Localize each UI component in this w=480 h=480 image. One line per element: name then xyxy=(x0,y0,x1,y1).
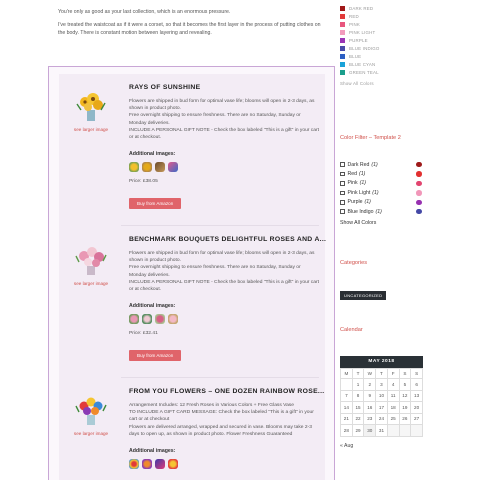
filter-count: (1) xyxy=(372,189,379,196)
additional-image-thumb[interactable] xyxy=(142,459,152,469)
color-item-purple[interactable] xyxy=(340,36,380,44)
filter-item-red[interactable] xyxy=(340,169,430,178)
additional-image-thumb[interactable] xyxy=(168,314,178,324)
filter-item-purple[interactable] xyxy=(340,198,430,207)
product-list xyxy=(59,74,325,480)
product-divider xyxy=(121,377,319,378)
calendar-day: 2 xyxy=(364,379,376,391)
product-price: Price: £38.05 xyxy=(129,179,158,185)
filter-label: Purple xyxy=(347,199,363,206)
categories-widget xyxy=(340,260,386,302)
color-item-pink[interactable] xyxy=(340,20,380,28)
calendar-day: 15 xyxy=(352,402,364,414)
intro-text xyxy=(58,8,328,42)
checkbox[interactable] xyxy=(340,181,345,186)
color-filter-list xyxy=(340,160,430,226)
show-all-colors-link[interactable]: Show All Colors xyxy=(340,220,377,227)
filter-item-pink-light[interactable] xyxy=(340,188,430,197)
calendar-day: 27 xyxy=(411,413,423,425)
weekday-header: S xyxy=(399,369,411,379)
product-price: Price: £32.41 xyxy=(129,331,158,337)
color-label: GREEN TEAL xyxy=(349,69,379,75)
color-label: PURPLE xyxy=(349,37,368,43)
checkbox[interactable] xyxy=(340,209,345,214)
intro-paragraph-2: I've treated the waistcoat as if it were a corset, so that it becomes the first layer in the process of putting clothes on the body. There is constant motion between layering and revealing. xyxy=(58,22,321,36)
color-dot xyxy=(416,200,422,206)
filter-label: Pink Light xyxy=(347,189,371,196)
color-label: PINK xyxy=(349,21,361,27)
additional-images-label: Additional images: xyxy=(129,448,176,455)
additional-images xyxy=(129,162,319,173)
description-line: Arrangement Includes: 12 Fresh Roses in Various Colors + Free Glass Vase xyxy=(129,403,294,408)
additional-image-thumb[interactable] xyxy=(142,314,152,324)
additional-image-thumb[interactable] xyxy=(129,162,139,172)
product-content xyxy=(129,236,327,362)
filter-label: Red xyxy=(347,171,358,178)
buy-from-amazon-button[interactable]: Buy from Amazon xyxy=(129,198,181,209)
amazon-product-box xyxy=(48,66,335,480)
see-larger-image-link[interactable]: see larger image xyxy=(73,127,109,132)
color-item-blue-indigo[interactable] xyxy=(340,44,380,52)
show-all-colors-link[interactable]: Show All Colors xyxy=(340,80,374,86)
color-dot xyxy=(416,181,422,187)
product-title[interactable]: BENCHMARK BOUQUETS DELIGHTFUL ROSES AND A... xyxy=(129,236,327,243)
calendar-day: 28 xyxy=(341,425,353,437)
additional-image-thumb[interactable] xyxy=(168,459,178,469)
description-line: Free overnight shipping to ensure freshness. There are no Saturday, Sunday or Monday deliveries. xyxy=(129,265,301,278)
color-dot xyxy=(416,171,422,177)
calendar-day: 7 xyxy=(341,390,353,402)
filter-item-blue-indigo[interactable] xyxy=(340,207,430,216)
calendar-day: 3 xyxy=(376,379,388,391)
color-item-blue-cyan[interactable] xyxy=(340,60,380,68)
description-line: Flowers are delivered arranged, wrapped and secured in vase. Blooms may take 2-3 days to open up, as shown in product photo. Flower Freshness Guaranteed xyxy=(129,424,312,437)
color-swatch xyxy=(340,14,345,19)
color-dot xyxy=(416,209,422,215)
color-swatch xyxy=(340,6,345,11)
product-image[interactable] xyxy=(73,244,109,276)
calendar-day: 1 xyxy=(352,379,364,391)
product-image[interactable] xyxy=(73,394,109,426)
filter-label: Pink xyxy=(347,180,358,187)
calendar-day: 5 xyxy=(399,379,411,391)
color-swatch xyxy=(340,62,345,67)
color-label: BLUE CYAN xyxy=(349,61,376,67)
additional-image-thumb[interactable] xyxy=(142,162,152,172)
filter-item-pink[interactable] xyxy=(340,179,430,188)
calendar-day: 23 xyxy=(364,413,376,425)
color-item-green-teal[interactable] xyxy=(340,68,380,76)
product-image[interactable] xyxy=(73,90,109,122)
color-label: BLUE xyxy=(349,53,362,59)
additional-images-label: Additional images: xyxy=(129,303,176,310)
calendar-title: Calendar xyxy=(340,327,363,333)
filter-item-dark-red[interactable] xyxy=(340,160,430,169)
color-filter-title: Color Filter – Template 2 xyxy=(340,135,401,141)
additional-image-thumb[interactable] xyxy=(155,459,165,469)
color-swatch xyxy=(340,22,345,27)
calendar-day xyxy=(399,425,411,437)
color-list xyxy=(340,4,380,87)
description-line: Flowers are shipped in bud form for optimal vase life; blooms will open in 2-3 days, as shown in product photo. xyxy=(129,99,315,112)
weekday-header: T xyxy=(376,369,388,379)
description-line: INCLUDE A PERSONAL GIFT NOTE - Check the box labeled "This is a gift" in your cart or at checkout. xyxy=(129,279,319,293)
product-content xyxy=(129,84,319,210)
product-content xyxy=(129,388,325,476)
calendar-day: 26 xyxy=(399,413,411,425)
color-swatch xyxy=(340,38,345,43)
additional-image-thumb[interactable] xyxy=(155,314,165,324)
product-description xyxy=(129,98,319,141)
filter-count: (1) xyxy=(359,171,366,178)
calendar-day: 11 xyxy=(387,390,399,402)
product-description xyxy=(129,250,319,293)
color-item-dark-red[interactable] xyxy=(340,4,380,12)
checkbox[interactable] xyxy=(340,200,345,205)
product-title[interactable]: RAYS OF SUNSHINE xyxy=(129,84,201,91)
additional-images xyxy=(129,459,319,470)
calendar-day xyxy=(387,425,399,437)
calendar-day: 4 xyxy=(387,379,399,391)
calendar-widget xyxy=(340,327,423,449)
color-item-red[interactable] xyxy=(340,12,380,20)
filter-label: Blue Indigo xyxy=(347,208,374,215)
calendar-day: 25 xyxy=(387,413,399,425)
calendar-day: 20 xyxy=(411,402,423,414)
intro-paragraph-1: You're only as good as your last collection, which is an enormous pressure. xyxy=(58,9,231,15)
calendar-day: 18 xyxy=(387,402,399,414)
calendar-day: 24 xyxy=(376,413,388,425)
calendar-day: 9 xyxy=(364,390,376,402)
calendar-day xyxy=(341,379,353,391)
filter-count: (1) xyxy=(375,208,382,215)
weekday-header: T xyxy=(352,369,364,379)
weekday-header: M xyxy=(341,369,353,379)
weekday-header: S xyxy=(411,369,423,379)
calendar-day: 14 xyxy=(341,402,353,414)
weekday-header: W xyxy=(364,369,376,379)
color-swatch xyxy=(340,46,345,51)
calendar-day: 17 xyxy=(376,402,388,414)
color-label: DARK RED xyxy=(349,5,374,11)
filter-count: (1) xyxy=(371,161,378,168)
calendar-day: 16 xyxy=(364,402,376,414)
calendar-day xyxy=(411,425,423,437)
buy-from-amazon-button[interactable]: Buy from Amazon xyxy=(129,350,181,361)
color-dot xyxy=(416,162,422,168)
description-line: TO INCLUDE A GIFT CARD MESSAGE: Check the box labeled "This is a gift" in your cart or at checkout xyxy=(129,410,314,423)
product-title[interactable]: FROM YOU FLOWERS – ONE DOZEN RAINBOW ROSE... xyxy=(129,388,325,395)
checkbox[interactable] xyxy=(340,162,345,167)
color-swatch xyxy=(340,70,345,75)
calendar-day: 6 xyxy=(411,379,423,391)
calendar-day: 8 xyxy=(352,390,364,402)
additional-image-thumb[interactable] xyxy=(168,162,178,172)
color-dot xyxy=(416,190,422,196)
color-label: PINK LIGHT xyxy=(349,29,376,35)
additional-image-thumb[interactable] xyxy=(129,314,139,324)
calendar-day: 29 xyxy=(352,425,364,437)
color-swatch xyxy=(340,54,345,59)
additional-image-thumb[interactable] xyxy=(155,162,165,172)
calendar-day: 22 xyxy=(352,413,364,425)
calendar-day: 13 xyxy=(411,390,423,402)
calendar-prev-month-link[interactable]: « Aug xyxy=(340,442,354,449)
color-swatch xyxy=(340,30,345,35)
product-description xyxy=(129,402,319,438)
categories-title: Categories xyxy=(340,260,368,266)
see-larger-image-link[interactable]: see larger image xyxy=(73,281,109,286)
calendar-day: 21 xyxy=(341,413,353,425)
calendar-table xyxy=(340,368,423,437)
checkbox[interactable] xyxy=(340,191,345,196)
color-item-blue[interactable] xyxy=(340,52,380,60)
category-uncategorized[interactable]: UNCATEGORIZED xyxy=(340,291,386,300)
description-line: INCLUDE A PERSONAL GIFT NOTE - Check the box labeled "This is a gift" in your cart or at checkout. xyxy=(129,127,319,141)
calendar-day-today: 30 xyxy=(364,425,376,437)
color-label: BLUE INDIGO xyxy=(349,45,380,51)
product-divider xyxy=(121,225,319,226)
see-larger-image-link[interactable]: see larger image xyxy=(73,431,109,436)
additional-images-label: Additional images: xyxy=(129,151,176,158)
calendar-day: 19 xyxy=(399,402,411,414)
description-line: Flowers are shipped in bud form for optimal vase life; blooms will open in 2-3 days, as shown in product photo. xyxy=(129,251,315,264)
color-filter-widget xyxy=(340,135,401,141)
filter-count: (1) xyxy=(364,199,371,206)
additional-images xyxy=(129,314,319,325)
calendar-day: 31 xyxy=(376,425,388,437)
color-item-pink-light[interactable] xyxy=(340,28,380,36)
additional-image-thumb[interactable] xyxy=(129,459,139,469)
calendar-day: 10 xyxy=(376,390,388,402)
filter-label: Dark Red xyxy=(347,161,370,168)
description-line: Free overnight shipping to ensure freshness. There are no Saturday, Sunday or Monday deliveries. xyxy=(129,113,301,126)
color-label: RED xyxy=(349,13,359,19)
calendar-month: MAY 2018 xyxy=(340,356,423,368)
checkbox[interactable] xyxy=(340,172,345,177)
filter-count: (1) xyxy=(359,180,366,187)
calendar-day: 12 xyxy=(399,390,411,402)
weekday-header: F xyxy=(387,369,399,379)
